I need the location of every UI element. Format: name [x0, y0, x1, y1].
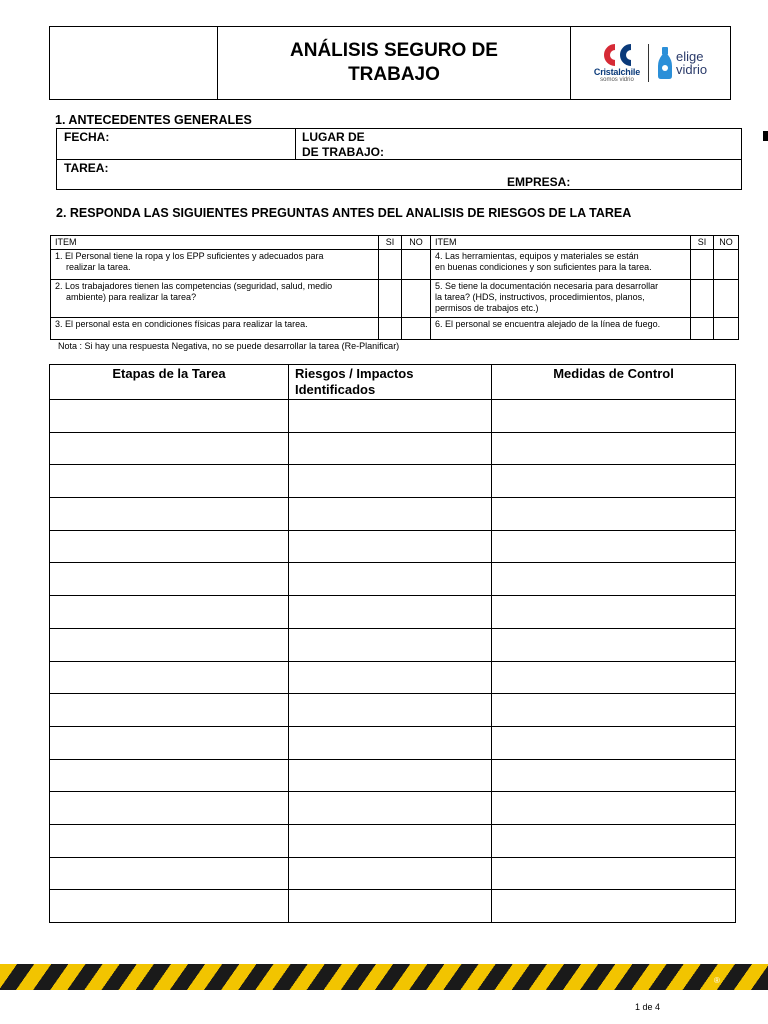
table-row — [50, 661, 736, 694]
section1-title: 1. ANTECEDENTES GENERALES — [55, 113, 252, 127]
stage-cell[interactable] — [50, 498, 289, 531]
answer-no-1[interactable] — [402, 250, 431, 280]
risk-cell[interactable] — [289, 432, 492, 465]
control-cell[interactable] — [492, 661, 736, 694]
table-row — [50, 432, 736, 465]
question-5-line: la tarea? (HDS, instructivos, procedimientos, planos, — [435, 292, 645, 302]
control-cell[interactable] — [492, 628, 736, 661]
table-row — [50, 498, 736, 531]
si-header-left: SI — [379, 236, 402, 250]
stage-cell[interactable] — [50, 432, 289, 465]
title-line-2: TRABAJO — [348, 64, 440, 85]
fecha-label: FECHA: — [64, 130, 110, 144]
task-analysis-header — [50, 365, 736, 400]
general-info-divider — [295, 129, 296, 160]
risk-cell[interactable] — [289, 759, 492, 792]
lugar-label-line2: DE TRABAJO: — [302, 145, 385, 159]
risk-cell[interactable] — [289, 563, 492, 596]
pre-questions-header — [51, 236, 739, 250]
table-row — [50, 824, 736, 857]
question-3-line: 3. El personal esta en condiciones físicas para realizar la tarea. — [55, 319, 308, 329]
pre-questions-table — [50, 235, 739, 340]
item-header-right: ITEM — [431, 236, 691, 250]
table-row — [50, 563, 736, 596]
stage-cell[interactable] — [50, 596, 289, 629]
stage-cell[interactable] — [50, 400, 289, 433]
stage-cell[interactable] — [50, 563, 289, 596]
risk-cell[interactable] — [289, 400, 492, 433]
control-cell[interactable] — [492, 890, 736, 923]
cristalchile-brand: Cristalchile — [593, 67, 641, 77]
question-6-line: 6. El personal se encuentra alejado de la línea de fuego. — [435, 319, 661, 329]
answer-si-1[interactable] — [379, 250, 402, 280]
table-row — [50, 628, 736, 661]
hazard-stripe — [0, 964, 768, 990]
table-row — [50, 890, 736, 923]
table-row — [50, 596, 736, 629]
logo-divider — [648, 44, 649, 82]
risk-cell[interactable] — [289, 694, 492, 727]
document-header — [49, 26, 731, 100]
risks-header-line2: Identificados — [295, 382, 376, 397]
question-1-line: 1. El Personal tiene la ropa y los EPP suficientes y adecuados para — [55, 251, 324, 261]
risk-cell[interactable] — [289, 857, 492, 890]
control-cell[interactable] — [492, 432, 736, 465]
page-number: 1 de 4 — [635, 1002, 661, 1012]
stage-cell[interactable] — [50, 694, 289, 727]
question-2-line: ambiente) para realizar la tarea? — [66, 292, 197, 302]
control-cell[interactable] — [492, 857, 736, 890]
table-row — [50, 400, 736, 433]
stage-cell[interactable] — [50, 726, 289, 759]
question-5 — [431, 280, 691, 318]
question-row — [51, 280, 739, 318]
control-cell[interactable] — [492, 465, 736, 498]
question-5-line: permisos de trabajos etc.) — [435, 303, 539, 313]
question-4 — [431, 250, 691, 280]
risk-cell[interactable] — [289, 792, 492, 825]
control-cell[interactable] — [492, 498, 736, 531]
control-cell[interactable] — [492, 563, 736, 596]
note-text: Nota : Si hay una respuesta Negativa, no se puede desarrollar la tarea (Re-Planificar) — [58, 341, 400, 351]
risks-header — [289, 365, 492, 400]
risk-cell[interactable] — [289, 824, 492, 857]
answer-si-2[interactable] — [379, 280, 402, 318]
cristalchile-logo — [594, 43, 640, 83]
risk-cell[interactable] — [289, 890, 492, 923]
table-row — [50, 792, 736, 825]
document-title — [218, 27, 571, 99]
cristalchile-tagline: somos vidrio — [600, 77, 634, 83]
table-row — [50, 465, 736, 498]
stage-cell[interactable] — [50, 857, 289, 890]
answer-no-6[interactable] — [714, 318, 739, 340]
table-row — [50, 694, 736, 727]
general-info-box — [56, 128, 742, 190]
question-2-line: 2. Los trabajadores tienen las competencias (seguridad, salud, medio — [55, 281, 333, 291]
table-row — [50, 726, 736, 759]
stage-cell[interactable] — [50, 628, 289, 661]
stage-cell[interactable] — [50, 824, 289, 857]
stages-header: Etapas de la Tarea — [50, 365, 289, 400]
risk-cell[interactable] — [289, 726, 492, 759]
no-header-left: NO — [402, 236, 431, 250]
stage-cell[interactable] — [50, 759, 289, 792]
item-header-left: ITEM — [51, 236, 379, 250]
stage-cell[interactable] — [50, 890, 289, 923]
answer-no-5[interactable] — [714, 280, 739, 318]
section2-title: 2. RESPONDA LAS SIGUIENTES PREGUNTAS ANTES DEL ANALISIS DE RIESGOS DE LA TAREA — [56, 206, 632, 220]
table-row — [50, 530, 736, 563]
lugar-label-line1: LUGAR DE — [302, 130, 365, 144]
stage-cell[interactable] — [50, 661, 289, 694]
header-blank-cell — [50, 27, 218, 99]
answer-si-4[interactable] — [691, 250, 714, 280]
cristalchile-mark-icon — [597, 43, 637, 67]
task-analysis-table — [49, 364, 736, 923]
question-2 — [51, 280, 379, 318]
table-row — [50, 759, 736, 792]
question-row — [51, 250, 739, 280]
answer-si-5[interactable] — [691, 280, 714, 318]
no-header-right: NO — [714, 236, 739, 250]
elige-text: elige — [676, 49, 704, 64]
control-cell[interactable] — [492, 726, 736, 759]
control-cell[interactable] — [492, 792, 736, 825]
risk-cell[interactable] — [289, 530, 492, 563]
general-info-row1 — [57, 129, 741, 160]
tarea-label: TAREA: — [64, 161, 109, 175]
stage-cell[interactable] — [50, 465, 289, 498]
title-line-1: ANÁLISIS SEGURO DE — [290, 40, 498, 61]
stage-cell[interactable] — [50, 530, 289, 563]
control-cell[interactable] — [492, 824, 736, 857]
question-6 — [431, 318, 691, 340]
answer-si-3[interactable] — [379, 318, 402, 340]
risk-cell[interactable] — [289, 628, 492, 661]
control-cell[interactable] — [492, 400, 736, 433]
risk-cell[interactable] — [289, 498, 492, 531]
vidrio-text: vidrio — [676, 62, 708, 77]
si-header-right: SI — [691, 236, 714, 250]
question-1 — [51, 250, 379, 280]
registered-mark: ® — [714, 976, 720, 985]
task-analysis-body — [50, 400, 736, 923]
control-cell[interactable] — [492, 694, 736, 727]
stage-cell[interactable] — [50, 792, 289, 825]
question-4-line: en buenas condiciones y son suficientes para la tarea. — [435, 262, 652, 272]
question-3 — [51, 318, 379, 340]
control-cell[interactable] — [492, 759, 736, 792]
answer-no-3[interactable] — [402, 318, 431, 340]
bottle-icon — [657, 46, 673, 80]
risk-cell[interactable] — [289, 661, 492, 694]
empresa-label: EMPRESA: — [507, 175, 571, 189]
question-4-line: 4. Las herramientas, equipos y materiales se están — [435, 251, 639, 261]
controls-header: Medidas de Control — [492, 365, 736, 400]
edge-mark — [763, 131, 768, 141]
answer-si-6[interactable] — [691, 318, 714, 340]
control-cell[interactable] — [492, 530, 736, 563]
answer-no-4[interactable] — [714, 250, 739, 280]
logos-cell — [571, 27, 730, 99]
elige-vidrio-logo — [657, 46, 707, 80]
risks-header-line1: Riesgos / Impactos — [295, 366, 414, 381]
risk-cell[interactable] — [289, 465, 492, 498]
question-1-line: realizar la tarea. — [66, 262, 131, 272]
risk-cell[interactable] — [289, 596, 492, 629]
table-row — [50, 857, 736, 890]
question-row — [51, 318, 739, 340]
answer-no-2[interactable] — [402, 280, 431, 318]
control-cell[interactable] — [492, 596, 736, 629]
question-5-line: 5. Se tiene la documentación necesaria para desarrollar — [435, 281, 659, 291]
